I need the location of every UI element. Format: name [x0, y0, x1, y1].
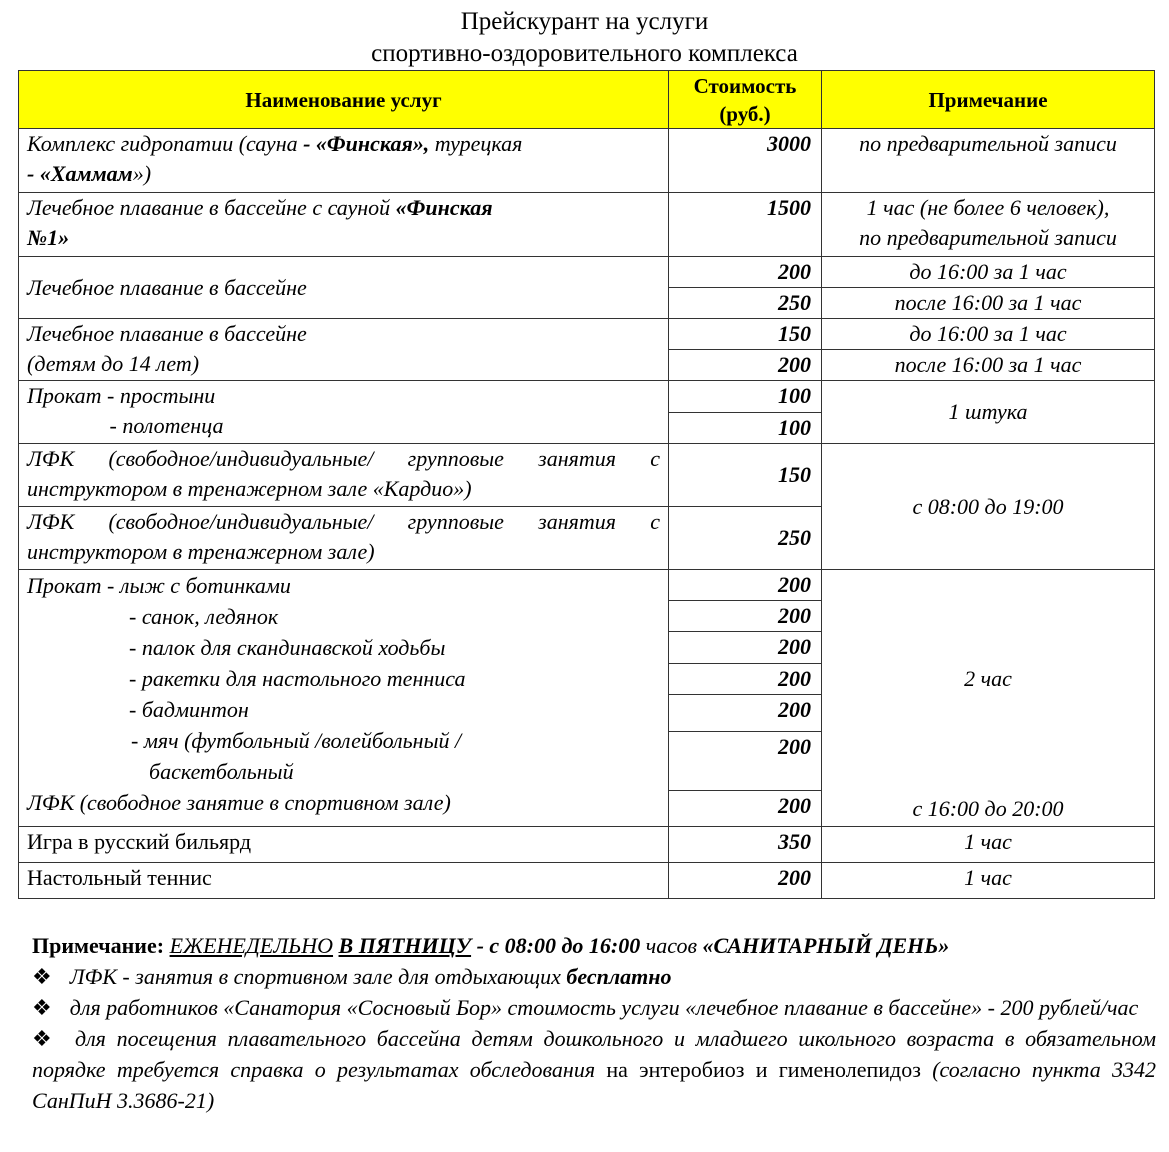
page-title: Прейскурант на услуги [460, 8, 709, 35]
service-name-line [27, 159, 660, 189]
text-segment: - «Финская», [303, 131, 430, 156]
service-note: 1 час [822, 863, 1155, 899]
service-price: 100 [669, 381, 822, 413]
service-price: 3000 [669, 129, 822, 193]
notes-section [32, 930, 1156, 1116]
text-segment: Лечебное плавание в бассейне [27, 274, 307, 300]
service-note [822, 193, 1155, 257]
service-note: после 16:00 за 1 час [822, 350, 1155, 381]
rental-item: - санок, ледянок [129, 604, 279, 629]
service-price: 250 [669, 288, 822, 319]
rental-price: 200 [669, 664, 822, 695]
text-segment: Прокат - простыни [27, 383, 216, 408]
text-segment: - полотенца [27, 413, 224, 438]
text-segment: «Финская [395, 195, 493, 220]
service-price: 200 [669, 863, 822, 899]
note-1-bold: бесплатно [566, 964, 672, 989]
text-segment: ») [132, 161, 152, 186]
header-note: Примечание [822, 71, 1155, 129]
service-name-line [27, 223, 660, 253]
table-row [19, 257, 1155, 288]
service-price: 1500 [669, 193, 822, 257]
notes-sanitary-day: «САНИТАРНЫЙ ДЕНЬ» [702, 933, 950, 958]
rental-item: - бадминтон [129, 697, 249, 722]
text-segment: Лечебное плавание в бассейне с сауной [27, 195, 396, 220]
rental-note-lfk: с 16:00 до 20:00 [912, 796, 1064, 821]
service-note: до 16:00 за 1 час [822, 257, 1155, 288]
rental-item: - мяч (футбольный /волейбольный / [131, 728, 462, 753]
notes-time: - с 08:00 до 16:00 [476, 933, 641, 958]
service-note: после 16:00 за 1 час [822, 288, 1155, 319]
table-row [19, 570, 1155, 601]
table-row [19, 319, 1155, 350]
bullet-icon: ❖ [32, 964, 52, 989]
rental-item: Прокат - лыж с ботинками [27, 573, 291, 598]
service-name [19, 257, 669, 319]
header-name: Наименование услуг [19, 71, 669, 129]
service-price: 200 [669, 257, 822, 288]
service-price: 100 [669, 412, 822, 444]
service-price: 150 [669, 444, 822, 507]
service-note-line: по предварительной записи [859, 225, 1117, 250]
note-3-normal: на энтеробиоз и гименолепидоз [595, 1057, 933, 1082]
rental-note [822, 570, 1155, 827]
service-note [822, 381, 1155, 444]
text-segment: турецкая [429, 131, 523, 156]
service-name-line [27, 349, 660, 379]
table-header [19, 71, 1155, 129]
rental-price: 200 [669, 791, 822, 827]
service-name [19, 381, 669, 444]
table-row [19, 193, 1155, 257]
service-note-line: 1 штука [948, 399, 1028, 424]
service-note: 1 час [822, 827, 1155, 863]
service-name: ЛФК (свободное/индивидуальные/ групповые занятия с инструктором в тренажерном зале) [19, 507, 669, 570]
rental-price: 200 [669, 570, 822, 601]
table-row [19, 863, 1155, 899]
service-note: до 16:00 за 1 час [822, 319, 1155, 350]
header-price: Стоимость (руб.) [669, 71, 822, 129]
note-1: ЛФК - занятия в спортивном зале для отдыхающих [69, 964, 567, 989]
text-segment: Хаммам [50, 161, 133, 186]
rental-item: баскетбольный [149, 759, 294, 784]
notes-label: Примечание: [32, 933, 165, 958]
bullet-icon: ❖ [32, 1026, 57, 1051]
notes-friday: В ПЯТНИЦУ [338, 933, 472, 958]
service-name: Настольный теннис [19, 863, 669, 899]
table-row [19, 381, 1155, 413]
service-note: по предварительной записи [822, 129, 1155, 193]
service-name-line [27, 381, 660, 411]
service-name-line [27, 411, 660, 441]
table-row [19, 827, 1155, 863]
notes-weekly: ЕЖЕНЕДЕЛЬНО [169, 933, 334, 958]
table-row [19, 444, 1155, 507]
note-3-tail: (согласно пункта 3342 СанПиН 3.3686-21) [32, 1057, 1156, 1113]
service-price: 250 [669, 507, 822, 570]
bullet-icon: ❖ [32, 995, 52, 1020]
service-price: 200 [669, 350, 822, 381]
service-price: 150 [669, 319, 822, 350]
rental-item: - ракетки для настольного тенниса [129, 666, 466, 691]
rental-price: 200 [669, 601, 822, 632]
rental-item: - палок для скандинавской ходьбы [129, 635, 446, 660]
service-name-line [27, 319, 660, 349]
note-2: для работников «Санатория «Сосновый Бор» стоимость услуги «лечебное плавание в бассейне» - 200 рублей/час [69, 995, 1139, 1020]
text-segment: Лечебное плавание в бассейне [27, 321, 307, 346]
text-segment: - « [27, 161, 51, 186]
rental-price: 200 [669, 732, 822, 791]
rental-names [19, 570, 669, 827]
rental-price: 200 [669, 632, 822, 664]
rental-price: 200 [669, 695, 822, 732]
service-price: 350 [669, 827, 822, 863]
rental-item: ЛФК (свободное занятие в спортивном зале) [27, 790, 451, 815]
service-name-line [27, 273, 660, 303]
service-name [19, 319, 669, 381]
table-row [19, 129, 1155, 193]
service-note-line: 1 час (не более 6 человек), [866, 195, 1110, 220]
text-segment: №1» [27, 225, 70, 250]
page-subtitle: спортивно-оздоровительного комплекса [371, 40, 798, 67]
service-name: Игра в русский бильярд [19, 827, 669, 863]
text-segment: Комплекс гидропатии (сауна [27, 131, 304, 156]
service-name [19, 129, 669, 193]
note-3: для посещения плавательного бассейна детям дошкольного и младшего школьного возраста в обязательном порядке требуется справка о результатах обследования [32, 1026, 1156, 1082]
service-name-line [27, 193, 660, 223]
service-name: ЛФК (свободное/индивидуальные/ групповые занятия с инструктором в тренажерном зале «Кардио») [19, 444, 669, 507]
notes-hours: часов [645, 933, 697, 958]
service-note: с 08:00 до 19:00 [822, 444, 1155, 570]
rental-note-main: 2 час [964, 666, 1012, 691]
text-segment: (детям до 14 лет) [27, 351, 200, 376]
price-table [18, 70, 1155, 899]
service-name-line [27, 129, 660, 159]
service-name [19, 193, 669, 257]
